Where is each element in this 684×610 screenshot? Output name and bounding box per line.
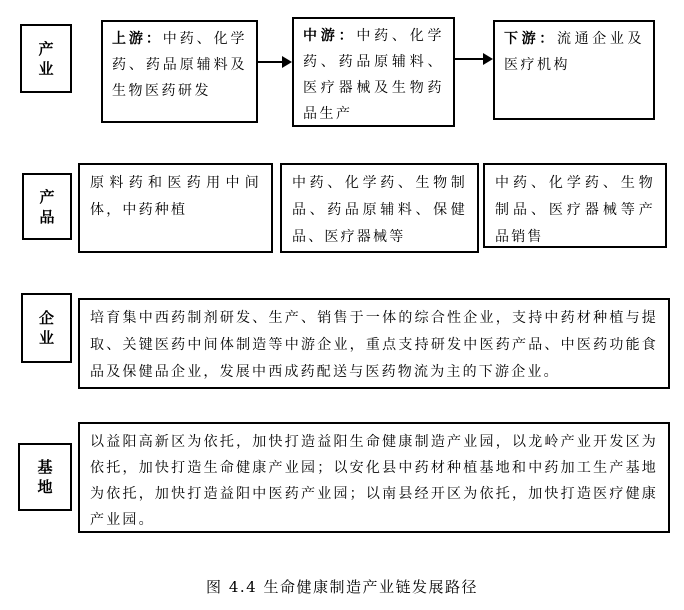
- arrow-shaft: [455, 58, 485, 60]
- industry-downstream-box: [493, 20, 655, 120]
- industry-upstream-prefix: 上游：: [112, 31, 163, 47]
- flow-arrow-midstream-to-downstream: [455, 53, 493, 65]
- row-label-base: [18, 443, 72, 511]
- industry-midstream-box: [292, 17, 455, 127]
- enterprise-description-box: [78, 298, 670, 389]
- industry-upstream-box: [101, 20, 258, 123]
- row-label-product: [22, 173, 72, 240]
- arrow-shaft: [258, 61, 284, 63]
- product-midstream-text: 中药、化学药、生物制品、药品原辅料、保健品、医疗器械等: [292, 175, 467, 245]
- arrow-head-icon: [282, 56, 292, 68]
- product-upstream-box: [78, 163, 273, 253]
- industry-midstream-text: 中药、化学药、药品原辅料、医疗器械及生物药品生产: [303, 28, 445, 122]
- industry-upstream-text: 中药、化学药、药品原辅料及生物医药研发: [112, 31, 248, 99]
- flow-arrow-upstream-to-midstream: [258, 56, 292, 68]
- row-label-enterprise-text: 企业: [38, 309, 54, 347]
- industry-downstream-text: 流通企业及医疗机构: [504, 31, 645, 73]
- row-label-product-text: 产品: [39, 187, 55, 226]
- product-downstream-text: 中药、化学药、生物制品、医疗器械等产品销售: [495, 175, 655, 245]
- row-label-base-text: 基地: [37, 458, 53, 496]
- figure-caption: 图 4.4 生命健康制造产业链发展路径: [206, 578, 478, 596]
- industry-midstream-prefix: 中游：: [303, 28, 357, 44]
- row-label-industry-text: 产业: [38, 39, 54, 78]
- row-label-enterprise: [21, 293, 72, 363]
- arrow-head-icon: [483, 53, 493, 65]
- product-upstream-text: 原料药和医药用中间体，中药种植: [90, 175, 261, 218]
- product-downstream-box: [483, 163, 667, 248]
- product-midstream-box: [280, 163, 479, 253]
- base-description-box: [78, 422, 670, 533]
- industry-downstream-prefix: 下游：: [504, 31, 557, 47]
- row-label-industry: [20, 24, 72, 93]
- enterprise-description-text: 培育集中西药制剂研发、生产、销售于一体的综合性企业，支持中药材种植与提取、关键医药中间体制造等中游企业，重点支持研发中医药产品、中医药功能食品及保健品企业，发展中西成药配送与医药物流为主的下游企业。: [90, 310, 658, 380]
- base-description-text: 以益阳高新区为依托，加快打造益阳生命健康制造产业园，以龙岭产业开发区为依托，加快打造生命健康产业园；以安化县中药材种植基地和中药加工生产基地为依托，加快打造益阳中医药产业园；以南县经开区为依托，加快打造医疗健康产业园。: [90, 434, 658, 528]
